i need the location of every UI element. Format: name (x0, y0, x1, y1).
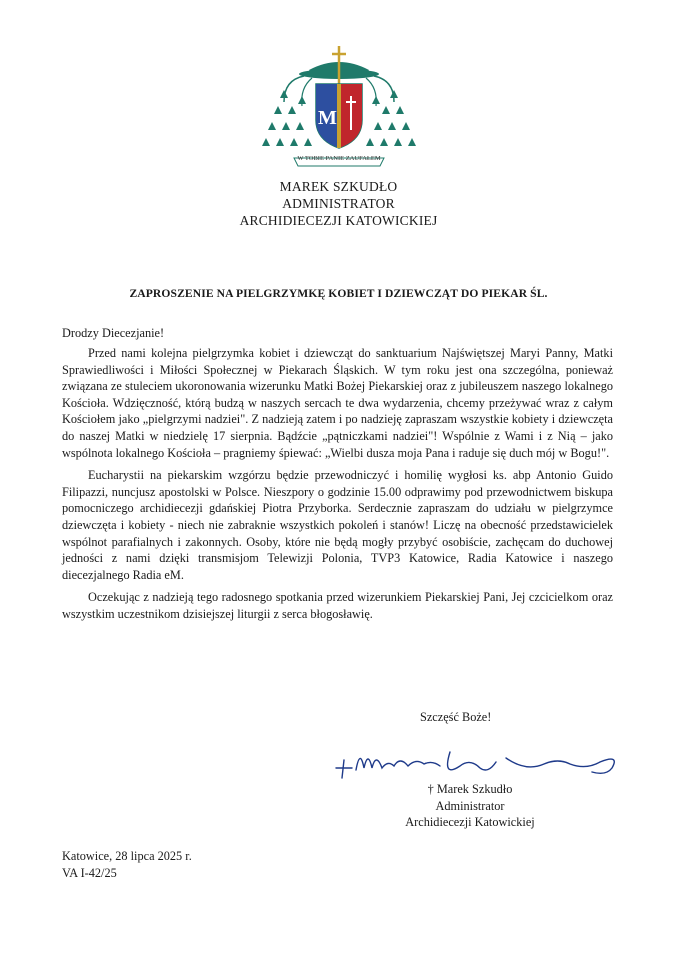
letter-title: ZAPROSZENIE NA PIELGRZYMKĘ KOBIET I DZIEWCZĄT DO PIEKAR ŚL. (129, 287, 548, 300)
reference-number: VA I-42/25 (62, 866, 117, 880)
place-date: Katowice, 28 lipca 2025 r. (62, 849, 192, 863)
header-role: ADMINISTRATOR (282, 196, 395, 211)
svg-text:M: M (318, 107, 337, 129)
signature-role: Administrator (435, 798, 505, 813)
motto-ribbon: W TOBIE PANIE ZAUFAŁEM (297, 155, 381, 162)
greeting: Drodzy Diecezjanie! (62, 326, 165, 340)
signature-block (370, 781, 570, 831)
coat-of-arms (254, 40, 424, 172)
header-org: ARCHIDIECEZJI KATOWICKIEJ (239, 213, 438, 228)
handwritten-signature (330, 738, 630, 784)
closing: Szczęść Boże! (420, 710, 492, 724)
paragraph: Eucharystii na piekarskim wzgórzu będzie przewodniczyć i homilię wygłosi ks. abp Antonio Guido Filipazzi, nuncjusz apostolski w Polsce. Nieszpory o godzinie 15.00 odprawimy pod przewodnictwem biskupa pomocniczego archidiecezji gdańskiej Piotra Przyborka. Serdecznie zapraszam do udziału w pielgrzymce dziewczęta i kobiety - niech nie zabraknie wszystkich pokoleń i stanów! Liczę na obecność przedstawicielek wspólnot parafialnych i zakonnych. Osoby, które nie będą mogły przybyć osobiście, zachęcam do duchowej jedności z nami dzięki transmisjom Telewizji Polonia, TVP3 Katowice, Radia Katowice i naszego diecezjalnego Radia eM. (62, 468, 613, 582)
paragraph: Oczekując z nadzieją tego radosnego spotkania przed wizerunkiem Piekarskiej Pani, Jej czcicielkom oraz wszystkim uczestnikom dzisiejszej liturgii z serca błogosławię. (62, 590, 613, 621)
signature-name: † Marek Szkudło (427, 782, 513, 796)
header-name: MAREK SZKUDŁO (279, 179, 398, 194)
paragraph: Przed nami kolejna pielgrzymka kobiet i dziewcząt do sanktuarium Najświętszej Maryi Panny, Matki Sprawiedliwości i Miłości Społecznej w Piekarach Śląskich. W tym roku jest ona szczególna, ponieważ związana ze stuleciem ukoronowania wizerunku Matki Bożej Piekarskiej oraz z jubileuszem naszego lokalnego Kościoła. Wdzięczność, którą budzą w naszych sercach te dwa wydarzenia, chcemy przeżywać wraz z całym Kościołem jako „pielgrzymi nadziei". Z nadzieją zatem i po nadzieję zapraszam wszystkie kobiety i dziewczęta do naszej Matki w niedzielę 17 sierpnia. Bądźcie „pątniczkami nadziei"! Wspólnie z Wami i z Nią – jako wspólnota lokalnego Kościoła – pragniemy śpiewać: „Wielbi dusza moja Pana i raduje się duch mój w Bogu!". (62, 346, 613, 460)
signature-org: Archidiecezji Katowickiej (405, 815, 535, 830)
letter-body (62, 345, 613, 629)
